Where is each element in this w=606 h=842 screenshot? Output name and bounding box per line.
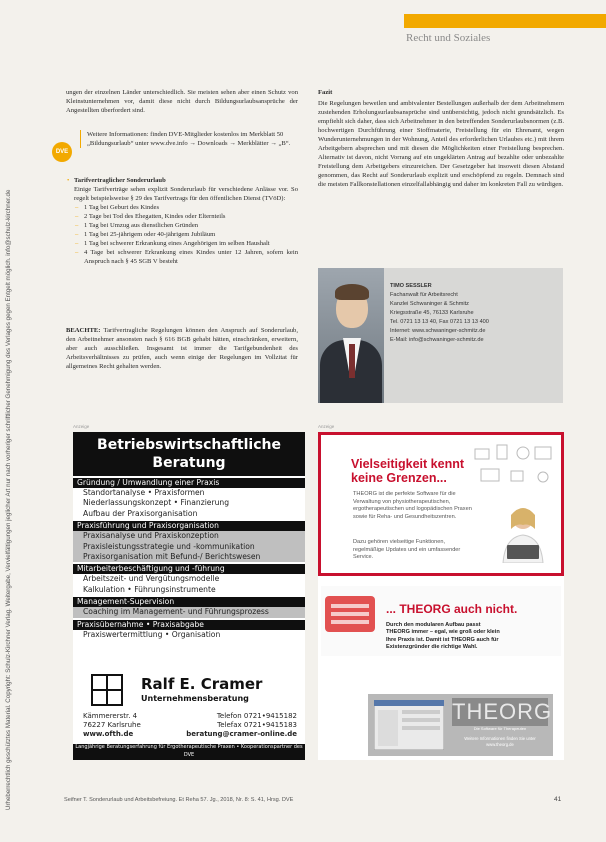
ad-label: Anzeige: [73, 424, 90, 429]
cramer-subtitle: Unternehmensberatung: [141, 694, 249, 703]
device-icons: [471, 441, 559, 501]
note-label: BEACHTE:: [66, 327, 101, 334]
section-title: Recht und Soziales: [406, 32, 491, 44]
tariff-heading: Tarifvertraglicher Sonderurlaub: [74, 177, 166, 184]
info-box: [80, 130, 305, 148]
fazit-paragraph: Die Regelungen beweilen und ambivalenter Bestellungen außerhalb der dem Arbeitnehmern zustehenden Erholungsurlaubsansprüche sind unübersichtig, jedoch nicht grundsätzlich. Es empfiehlt sich daher, dass sich Arbeitnehmer in den betreffenden Sonderurlaubsnormen (z.B. hochwertigen Durchführung einer Stoffmaterie, Freistellung für ein Ehrenamt, wegen Wunderunternehmungen in der Wohnung, Anteil des erforderlichen Urlaubes etc.) mit ihrem Arbeitgebern absprechen und mit diesen die Möglichkeiten einer Freistellung besprechen. Alternativ ist davon, nicht Vorrang auf ein ungeklärten Antrag auf bezahlte oder unbezahlte Freistellung dem Arbeitgebers einzureichen. Der Gesetzgeber hat insoweit diesen Abstand genommen, das Recht auf Sonderurlaub explizit und erschöpfend zu regeln. Demnach sind die meisten Fallkonstellationen einzelfallabhängig und daher im konkreten Fall zu würdigen.: [318, 100, 564, 188]
ad-item: Praxisorganisation mit Befund-/ Berichtswesen: [73, 552, 305, 562]
tariff-text: Einige Tarifverträge sehen explizit Sonderurlaub für verschiedene Anlässe vor. So regelt beispielsweise § 29 des Tarifvertrags für den öffentlichen Dienst (TVöD):: [74, 186, 298, 202]
theorg-logo-tag: Die Software für Therapeuten: [473, 726, 527, 731]
cramer-web[interactable]: www.ofth.de: [83, 730, 134, 738]
theorg-top-frame: [318, 432, 564, 576]
ad-item: Praxiswertermittlung • Organisation: [83, 629, 221, 639]
tariff-list: [74, 203, 298, 266]
theorg-tagline: ... THEORG auch nicht.: [386, 602, 518, 616]
ad-item: Kalkulation • Führungsinstrumente: [83, 584, 216, 594]
ad-item: Praxisleistungsstrategie und -kommunikation: [73, 542, 305, 552]
ad-section-heading: Management-Supervision: [73, 597, 305, 607]
list-item: – 2 Tage bei Tod des Ehegatten, Kindes oder Elternteils: [84, 212, 298, 221]
theorg-bottom-panel: [368, 694, 553, 756]
author-web[interactable]: Internet: www.schwaninger-schmitz.de: [390, 328, 486, 334]
ad-section-heading: Praxisführung und Praxisorganisation: [73, 521, 305, 531]
dve-info-badge: DVE: [52, 142, 72, 162]
theorg-logo: THEORG: [452, 699, 553, 724]
author-firm: Kanzlei Schwaninger & Schmitz: [390, 301, 469, 307]
list-item: – 1 Tag bei Umzug aus dienstlichen Gründen: [84, 221, 298, 230]
author-phone: Tel. 0721 13 13 40, Fax 0721 13 13 400: [390, 319, 489, 325]
cramer-ad[interactable]: [73, 432, 305, 760]
author-role: Fachanwalt für Arbeitsrecht: [390, 292, 458, 298]
right-column: [318, 88, 564, 193]
copyright-notice: Urheberrechtlich geschütztes Material. Copyright: Schulz-Kirchner Verlag. Weitergabe, Vervielfältigungen jeglicher Art nur nach vorheriger schriftlicher Genehmigung des Verlages gegen Entgelt möglich. info@schulz-kirchner.de: [5, 189, 12, 810]
author-address: Kriegsstraße 45, 76133 Karlsruhe: [390, 310, 474, 316]
woman-illustration: [497, 503, 549, 563]
left-column-intro: [66, 88, 298, 119]
cramer-logo-icon: [91, 674, 123, 706]
list-item: – 1 Tag bei schwerer Erkrankung eines Angehörigen im selben Haushalt: [84, 239, 298, 248]
list-item: – 1 Tag bei Geburt des Kindes: [84, 203, 298, 212]
ad-item: Niederlassungskonzept • Finanzierung: [83, 498, 230, 508]
ad-item: Arbeitszeit- und Vergütungsmodelle: [83, 574, 220, 584]
ad-item: Aufbau der Praxisorganisation: [83, 508, 198, 518]
cramer-phone: Telefon 0721•9415182: [216, 712, 297, 720]
note-text: Tarifvertragliche Regelungen können den Anspruch auf Sonderurlaub, den Arbeitnehmer ansonsten nach § 616 BGB gehabt hätten, einschränken, erweitern, aber auch ausschließen. Insgesamt ist immer die Tarifgebundenheit des Arbeitsverhältnisses zu prüfen, auch wenn einige der Regelungen im Vollzitat für allgemeines Recht gehalten werden.: [66, 327, 299, 370]
theorg-headline: Vielseitigkeit kennt keine Grenzen...: [351, 457, 465, 485]
ad-label: Anzeige: [318, 424, 335, 429]
ad-section-heading: Mitarbeiterbeschäftigung und -führung: [73, 564, 305, 574]
theorg-body-1: THEORG ist die perfekte Software für die Verwaltung von physiotherapeutischen, ergotherapeutischen und logopädischen Praxen sowie für Reha- und Gesundheitszentren.: [353, 491, 472, 520]
cramer-street: Kämmererstr. 4: [83, 712, 138, 720]
cramer-city: 76227 Karlsruhe: [83, 721, 141, 729]
ad-section-heading: Gründung / Umwandlung einer Praxis: [73, 478, 305, 488]
theorg-subtext: Durch den modularen Aufbau passt THEORG immer – egal, wie groß oder klein Ihre Praxis ist. Damit ist THEORG auch für Existenzgründer die richtige Wahl.: [386, 622, 500, 651]
ad-item: Coaching im Management- und Führungsprozess: [73, 607, 305, 617]
info-text: Weitere Informationen: finden DVE-Mitglieder kostenlos im Merkblatt 50 „Bildungsurlaub“ unter www.dve.info → Downloads → Merkblätter → „B“.: [87, 131, 291, 147]
author-name: TIMO SESSLER: [390, 283, 432, 289]
ad-section-heading: Praxisübernahme • Praxisabgabe: [73, 620, 305, 630]
left-column-note: [66, 326, 298, 375]
author-details: [390, 282, 540, 345]
ad-item: Standortanalyse • Praxisformen: [83, 488, 205, 497]
list-item: – 4 Tage bei schwerer Erkrankung eines Kindes unter 12 Jahren, sofern kein Anspruch nach § 45 SGB V besteht: [84, 248, 298, 266]
theorg-footer: Weitere Informationen finden Sie unter www.theorg.de: [464, 736, 536, 747]
theorg-ad[interactable]: [318, 432, 564, 760]
list-item: – 1 Tag bei 25-jährigem oder 40-jährigem Jubiläum: [84, 230, 298, 239]
cramer-footer: Langjährige Beratungserfahrung für Ergotherapeutische Praxen • Kooperationspartner des DVE: [73, 744, 305, 760]
cramer-fax: Telefax 0721•9415183: [217, 721, 297, 729]
theorg-body-2: Dazu gehören vielseitige Funktionen, regelmäßige Updates und ein umfassender Service.: [353, 539, 461, 561]
intro-paragraph: ungen der einzelnen Länder unterschiedlich. Sie meisten sehen aber einen Schutz von Kleinstunternehmen vor, damit diese nicht durch Bildungsurlaubsansprüche der Angestellten überfordert sind.: [66, 89, 298, 114]
author-photo: [318, 268, 384, 403]
cramer-ad-title: Betriebswirtschaftliche Beratung: [73, 432, 305, 476]
ad-item: Praxisanalyse und Praxiskonzeption: [73, 531, 305, 541]
cramer-email[interactable]: beratung@cramer-online.de: [186, 730, 297, 738]
fazit-heading: Fazit: [318, 89, 333, 96]
author-email[interactable]: E-Mail: info@schwaninger-schmitz.de: [390, 337, 484, 343]
cramer-name: Ralf E. Cramer: [141, 675, 263, 693]
left-column-tariff: [66, 176, 298, 266]
software-screenshot-icon: [374, 700, 444, 750]
header-accent-bar: [404, 14, 606, 28]
page-number: 41: [554, 796, 562, 803]
page-citation: Seifner T. Sonderurlaub und Arbeitsbefreiung. Et Reha 57. Jg., 2018, Nr. 8: S. 41, Hrsg. DVE: [64, 797, 294, 803]
cramer-contact: [83, 712, 297, 739]
